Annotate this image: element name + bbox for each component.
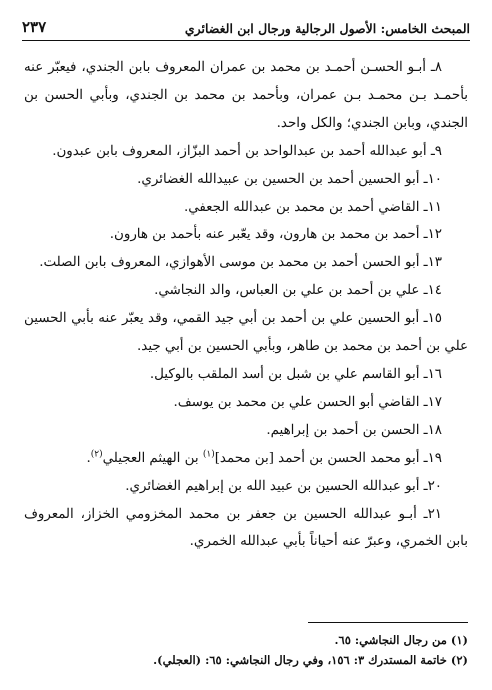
list-item: ١٧ـ القاضي أبو الحسن علي بن محمد بن يوسف. [173, 394, 442, 410]
footnote: (٢) خاتمة المستدرك ٣: ١٥٦، وفي رجال النجاشي: ٦٥: (العجلي). [153, 653, 468, 667]
footnotes [24, 630, 468, 670]
list-item [24, 445, 468, 473]
footnote-marker: (١) [202, 449, 215, 460]
list-item: ٨ـ أبـو الحسـن أحمـد بن محمد بن عمران المعروف بابن الجندي، فيعبّر عنه بأحمـد بـن محمـد بـن عمران، وبأحمد بن محمد بن الجندي، وبأبي الحسن بن الجندي، وبابن الجندي؛ والكل واحد. [24, 60, 468, 131]
page-body [24, 54, 468, 556]
entry-text: بن الهيثم العجيلي [102, 450, 203, 466]
footnote-divider [308, 622, 468, 623]
footnote-marker: (٢) [90, 449, 103, 460]
list-item: ١٠ـ أبو الحسين أحمد بن الحسين بن عبيدالله الغضائري. [137, 171, 442, 187]
entry-text: ١٩ـ أبو محمد الحسن بن أحمد [بن محمد] [214, 450, 442, 466]
page-number: ٢٣٧ [22, 18, 47, 36]
list-item: ١٨ـ الحسن بن أحمد بن إبراهيم. [266, 422, 442, 438]
list-item: ٢١ـ أبـو عبدالله الحسين بن جعفر بن محمد المخزومي الخزاز، المعروف بابن الخمري، وعبرّ عنه أحياناً بأبي عبدالله الخمري. [24, 506, 468, 550]
list-item: ١١ـ القاضي أحمد بن محمد بن عبدالله الجعفي. [183, 199, 442, 215]
list-item: ١٤ـ علي بن أحمد بن علي بن العباس، والد النجاشي. [154, 283, 442, 299]
running-title: المبحث الخامس: الأصول الرجالية ورجال ابن الغضائري [184, 21, 470, 36]
list-item: ١٥ـ أبو الحسين علي بن أحمد بن أبي جيد القمي، وقد يعبّر عنه بأبي الحسين علي بن أحمد بن محمد بن طاهر، وبأبي الحسين بن أبي جيد. [24, 311, 468, 355]
list-item: ١٢ـ أحمد بن محمد بن هارون، وقد يعّبر عنه بأحمد بن هارون. [109, 227, 442, 243]
list-item: ٩ـ أبو عبدالله أحمد بن عبدالواحد بن أحمد البزّاز، المعروف بابن عبدون. [52, 143, 442, 159]
entry-text: . [86, 450, 91, 466]
list-item: ١٦ـ أبو القاسم علي بن شبل بن أسد الملقب بالوكيل. [149, 366, 442, 382]
page-header [22, 10, 470, 41]
list-item: ٢٠ـ أبو عبدالله الحسين بن عبيد الله بن إبراهيم الغضائري. [125, 478, 442, 494]
footnote: (١) من رجال النجاشي: ٦٥. [334, 633, 468, 647]
list-item: ١٣ـ أبو الحسن أحمد بن محمد بن موسى الأهوازي، المعروف بابن الصلت. [39, 255, 442, 271]
